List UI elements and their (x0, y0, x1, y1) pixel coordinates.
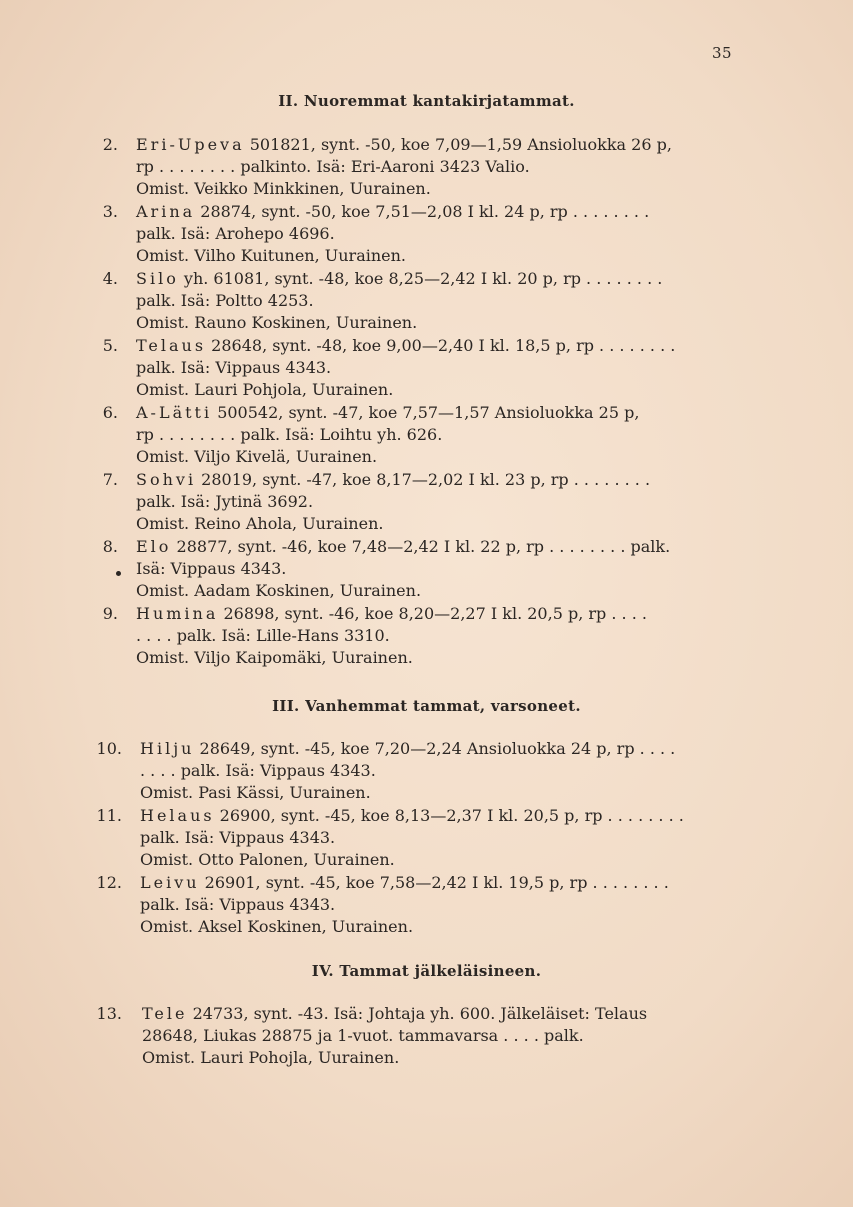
entry-owner: Omist. Lauri Pohjola, Uurainen. (136, 380, 394, 399)
entry-owner: Omist. Aadam Koskinen, Uurainen. (136, 581, 422, 600)
entry-owner: Omist. Aksel Koskinen, Uurainen. (140, 917, 414, 936)
entry-line: . . . . palk. Isä: Vippaus 4343. (140, 761, 376, 780)
horse-name: Telaus (136, 336, 207, 355)
entry-number: 6. (102, 403, 118, 422)
horse-name: Hilju (140, 739, 195, 758)
horse-name: Tele (142, 1004, 188, 1023)
horse-name: Leivu (140, 873, 200, 892)
entry-owner: Omist. Pasi Kässi, Uurainen. (140, 783, 371, 802)
horse-name: A-Lätti (136, 403, 213, 422)
entry-line: rp . . . . . . . . palk. Isä: Loihtu yh. 626. (136, 425, 443, 444)
entry-line (136, 603, 647, 625)
entry-number: 3. (102, 202, 118, 221)
entry-line (136, 134, 672, 156)
entry-line (142, 1003, 647, 1025)
entry-line: palk. Isä: Jytinä 3692. (136, 492, 314, 511)
entry-text: 26901, synt. -45, koe 7,58—2,42 I kl. 19,5 p, rp . . . . . . . . (199, 873, 669, 892)
entry-line (136, 268, 662, 290)
entry-line (136, 335, 675, 357)
entry-owner: Omist. Vilho Kuitunen, Uurainen. (136, 246, 407, 265)
entry-number: 8. (102, 537, 118, 556)
entry-line: . . . . palk. Isä: Lille-Hans 3310. (136, 626, 390, 645)
entry-number: 4. (102, 269, 118, 288)
entry-text: 500542, synt. -47, koe 7,57—1,57 Ansioluokka 25 p, (212, 403, 640, 422)
horse-name: Arina (136, 202, 196, 221)
entry-line: 28648, Liukas 28875 ja 1-vuot. tammavarsa . . . . palk. (142, 1026, 584, 1045)
entry-line (136, 201, 649, 223)
entry-number: 2. (102, 135, 118, 154)
horse-name: Elo (136, 537, 172, 556)
entry-line (140, 805, 684, 827)
entry-owner: Omist. Viljo Kaipomäki, Uurainen. (136, 648, 413, 667)
entry-owner: Omist. Veikko Minkkinen, Uurainen. (136, 179, 431, 198)
horse-name: Sohvi (136, 470, 197, 489)
ink-dot (116, 571, 121, 576)
section-heading-iii: III. Vanhemmat tammat, varsoneet. (272, 697, 581, 715)
entry-line: Isä: Vippaus 4343. (136, 559, 287, 578)
entry-line: palk. Isä: Vippaus 4343. (140, 828, 336, 847)
entry-owner: Omist. Lauri Pohojla, Uurainen. (142, 1048, 400, 1067)
entry-line (136, 469, 650, 491)
page-number: 35 (712, 44, 733, 62)
entry-number: 5. (102, 336, 118, 355)
entry-text: 28877, synt. -46, koe 7,48—2,42 I kl. 22 p, rp . . . . . . . . palk. (171, 537, 671, 556)
section-heading-iv: IV. Tammat jälkeläisineen. (311, 962, 542, 980)
entry-text: 28648, synt. -48, koe 9,00—2,40 I kl. 18,5 p, rp . . . . . . . . (206, 336, 676, 355)
entry-line: palk. Isä: Arohepo 4696. (136, 224, 335, 243)
entry-number: 11. (96, 806, 122, 825)
entry-number: 10. (96, 739, 122, 758)
entry-text: 28874, synt. -50, koe 7,51—2,08 I kl. 24 p, rp . . . . . . . . (195, 202, 650, 221)
section-heading-ii: II. Nuoremmat kantakirjatammat. (278, 92, 575, 110)
entry-text: 26898, synt. -46, koe 8,20—2,27 I kl. 20,5 p, rp . . . . (218, 604, 647, 623)
entry-line (140, 738, 675, 760)
entry-text: 28649, synt. -45, koe 7,20—2,24 Ansioluokka 24 p, rp . . . . (194, 739, 676, 758)
entry-text: 28019, synt. -47, koe 8,17—2,02 I kl. 23 p, rp . . . . . . . . (196, 470, 651, 489)
entry-line: rp . . . . . . . . palkinto. Isä: Eri-Aaroni 3423 Valio. (136, 157, 530, 176)
entry-number: 7. (102, 470, 118, 489)
horse-name: Eri-Upeva (136, 135, 245, 154)
horse-name: Silo (136, 269, 179, 288)
entry-number: 12. (96, 873, 122, 892)
entry-text: 26900, synt. -45, koe 8,13—2,37 I kl. 20,5 p, rp . . . . . . . . (214, 806, 684, 825)
horse-name: Helaus (140, 806, 215, 825)
entry-line (136, 536, 670, 558)
entry-number: 13. (96, 1004, 122, 1023)
entry-owner: Omist. Otto Palonen, Uurainen. (140, 850, 395, 869)
entry-owner: Omist. Reino Ahola, Uurainen. (136, 514, 384, 533)
entry-text: 501821, synt. -50, koe 7,09—1,59 Ansioluokka 26 p, (244, 135, 672, 154)
entry-number: 9. (102, 604, 118, 623)
entry-text: yh. 61081, synt. -48, koe 8,25—2,42 I kl. 20 p, rp . . . . . . . . (178, 269, 663, 288)
entry-owner: Omist. Viljo Kivelä, Uurainen. (136, 447, 378, 466)
entry-line: palk. Isä: Poltto 4253. (136, 291, 314, 310)
entry-line: palk. Isä: Vippaus 4343. (140, 895, 336, 914)
entry-line (140, 872, 669, 894)
entry-line (136, 402, 639, 424)
entry-text: 24733, synt. -43. Isä: Johtaja yh. 600. Jälkeläiset: Telaus (187, 1004, 648, 1023)
entry-owner: Omist. Rauno Koskinen, Uurainen. (136, 313, 418, 332)
horse-name: Humina (136, 604, 219, 623)
entry-line: palk. Isä: Vippaus 4343. (136, 358, 332, 377)
